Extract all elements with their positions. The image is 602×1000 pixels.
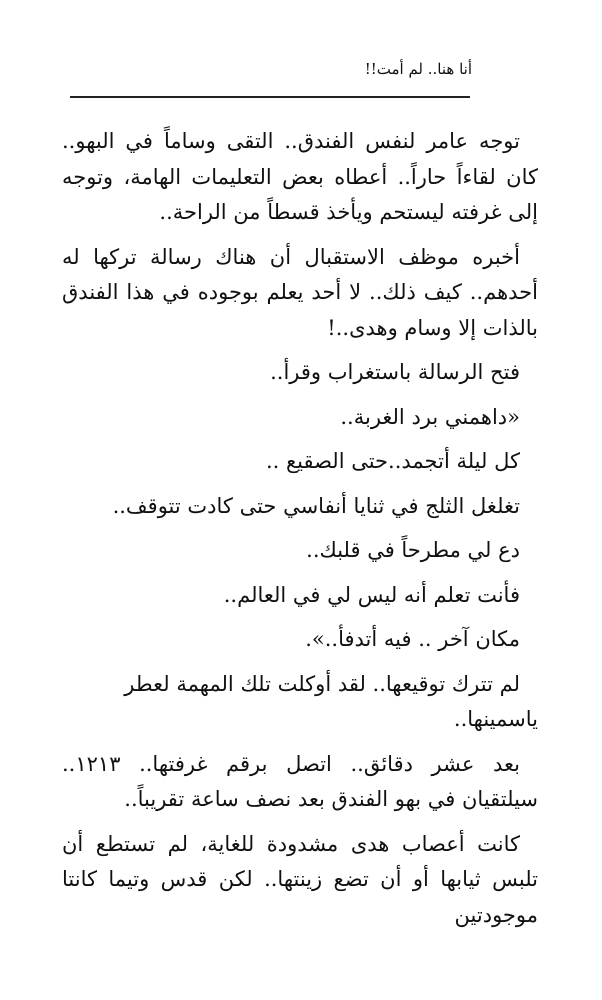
poem-line-3: تغلغل الثلج في ثنايا أنفاسي حتى كادت تتوقف.. [112,493,520,518]
poem-line-2: كل ليلة أتجمد..حتى الصقيع .. [265,449,520,473]
poem-line-1: «داهمني برد الغربة.. [340,404,520,429]
paragraph-1: توجه عامر لنفس الفندق.. التقى وساماً في البهو.. كان لقاءاً حاراً.. أعطاه بعض التعليمات الهامة، وتوجه إلى غرفته ليستحم ويأخذ قسطاً من الراحة.. [62,129,538,224]
paragraph-2: أخبره موظف الاستقبال أن هناك رسالة تركها له أحدهم.. كيف ذلك.. لا أحد يعلم بوجوده في هذا الفندق بالذات إلا وسام وهدى..! [62,244,538,340]
header-divider [70,96,470,98]
poem-line-6: مكان آخر .. فيه أتدفأ..». [305,627,520,651]
paragraph-4: لم تترك توقيعها.. لقد أوكلت تلك المهمة لعطر ياسمينها.. [124,671,538,731]
paragraph-3: فتح الرسالة باستغراب وقرأ.. [270,360,520,384]
poem-line-4: دع لي مطرحاً في قلبك.. [306,538,520,562]
paragraph-6: كانت أعصاب هدى مشدودة للغاية، لم تستطع أن تلبس ثيابها أو أن تضع زينتها.. لكن قدس وتيما كانتا موجودتين [62,831,538,927]
poem-line-5: فأنت تعلم أنه ليس لي في العالم.. [223,582,520,607]
paragraph-5: بعد عشر دقائق.. اتصل برقم غرفتها.. ١٢١٣.. سيلتقيان في بهو الفندق بعد نصف ساعة تقريباً.. [62,751,538,811]
page-body [62,124,538,942]
running-header: أنا هنا.. لم أمت!! [364,60,472,78]
